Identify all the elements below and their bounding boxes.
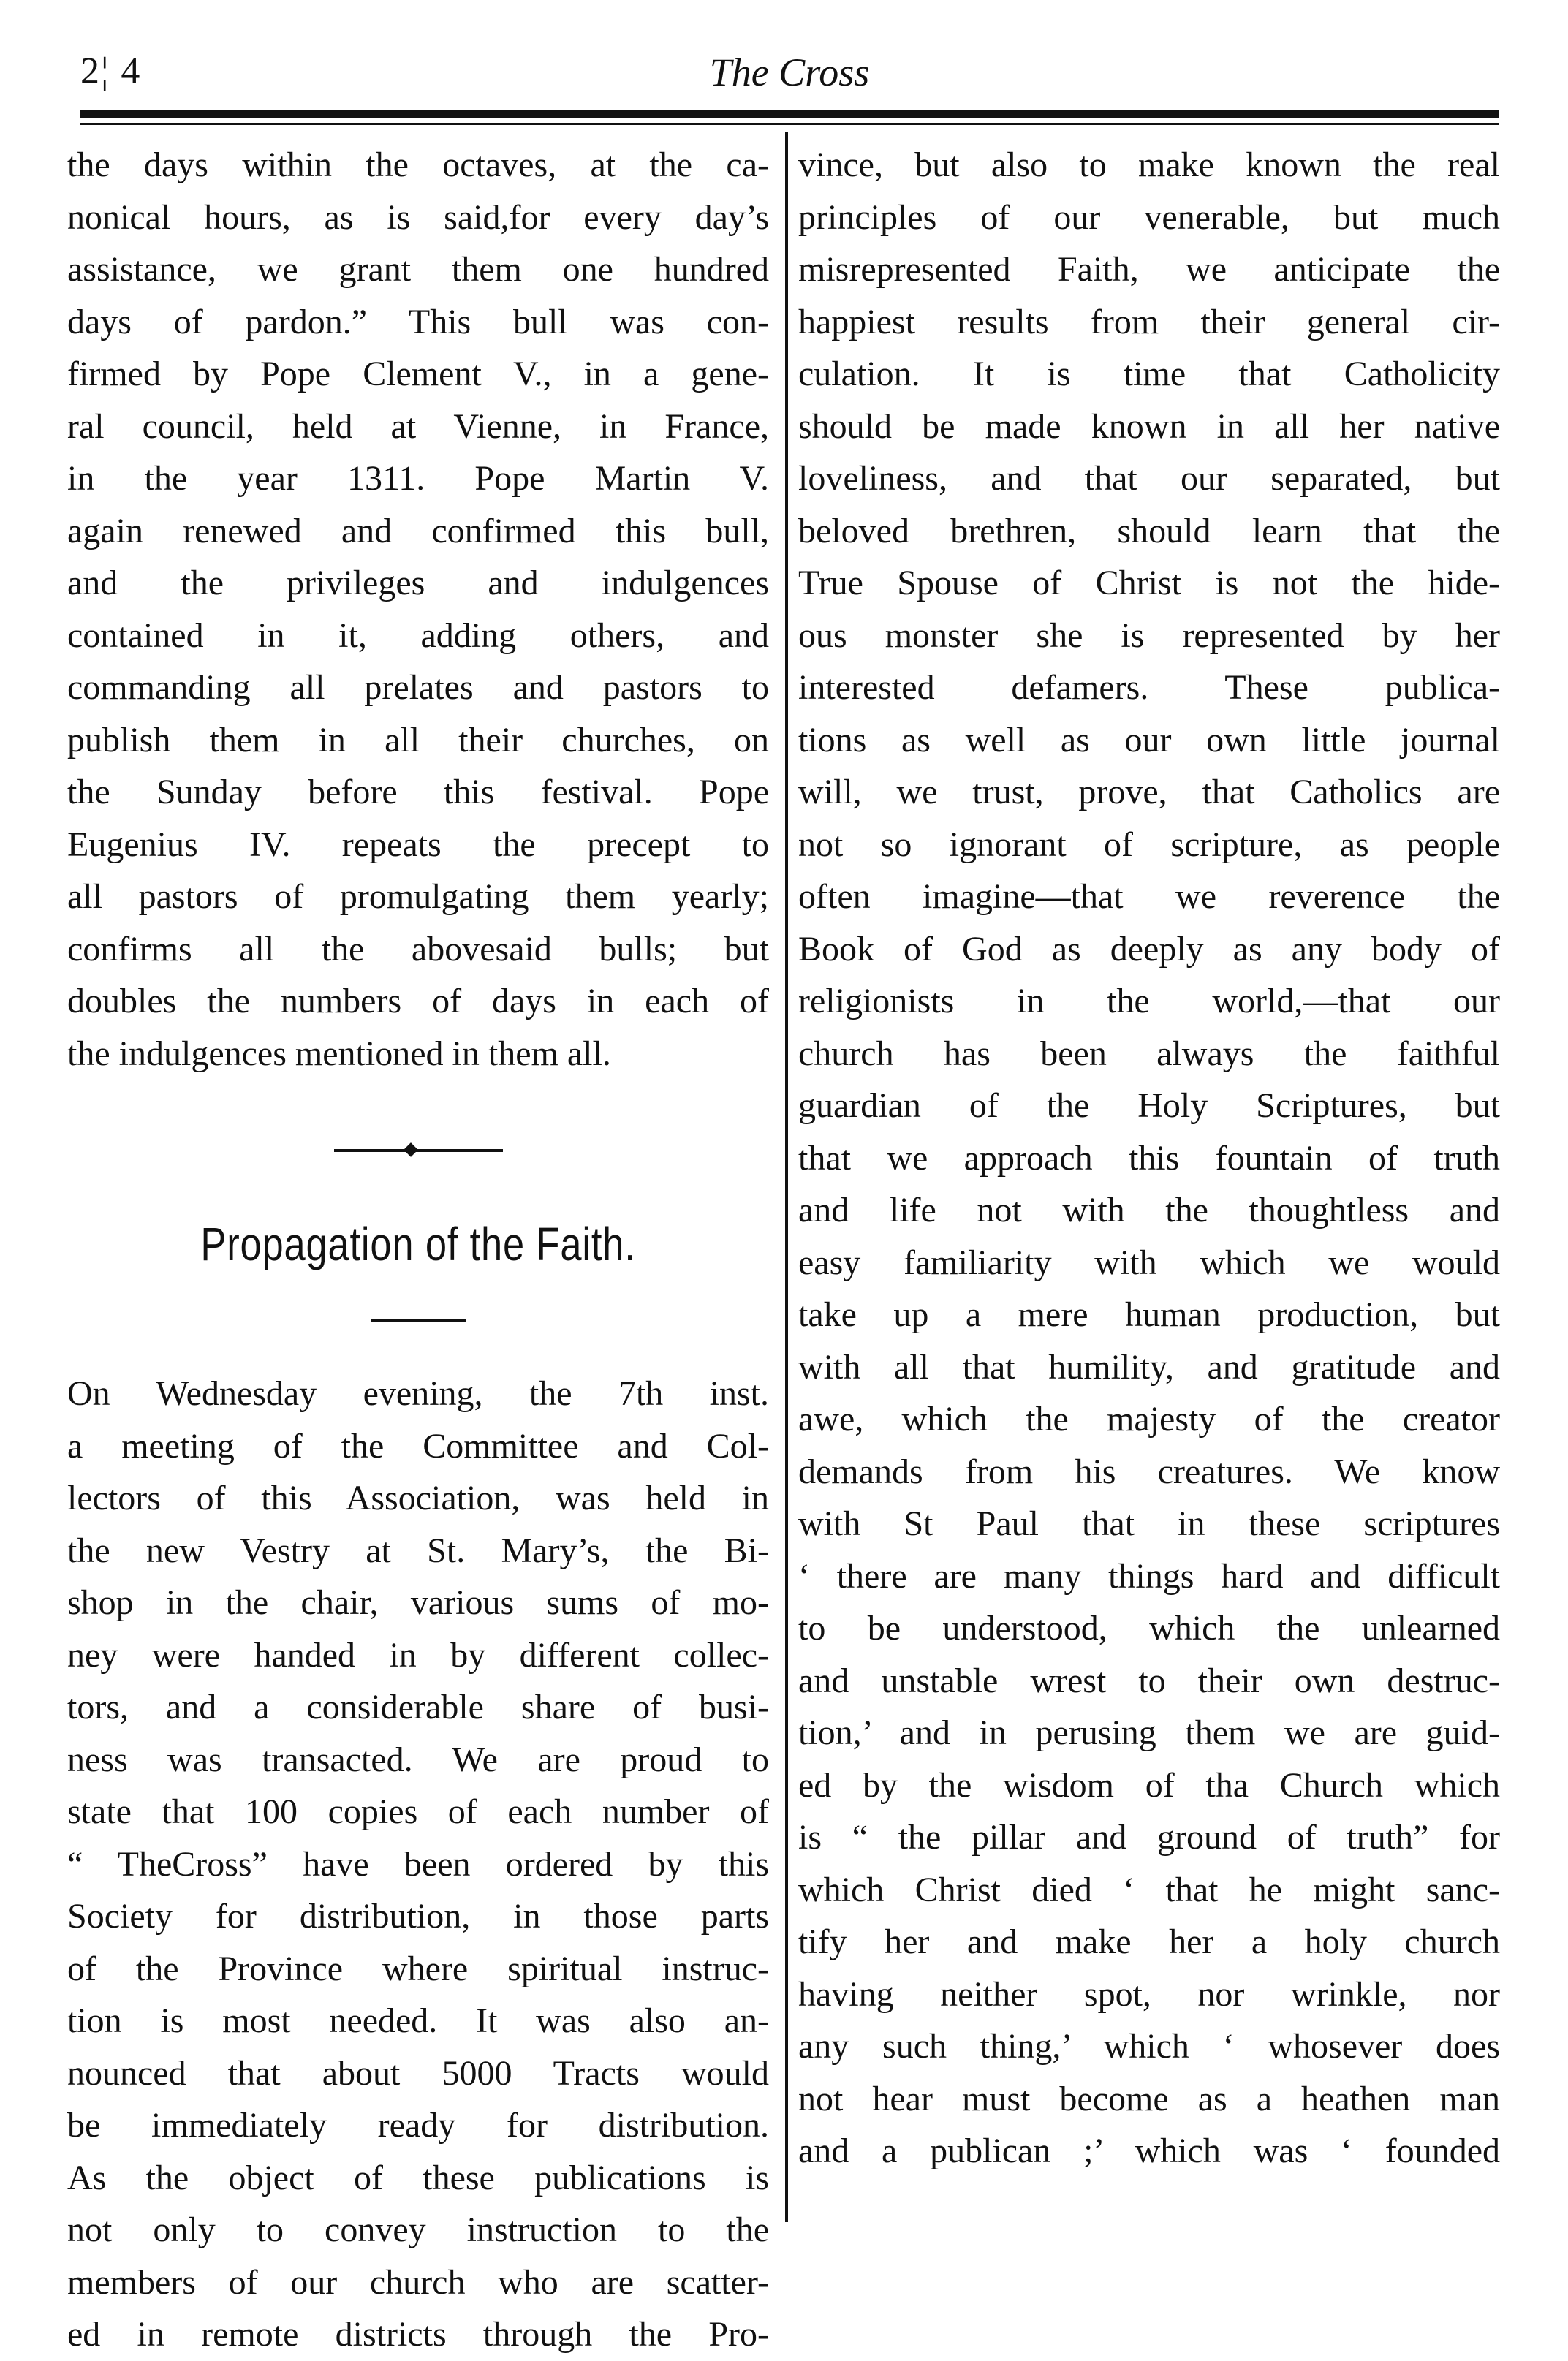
running-title: The Cross — [709, 50, 870, 94]
text-line: As the object of these publications is — [67, 2158, 769, 2197]
text-line: ness was transacted. We are proud to — [67, 1740, 769, 1779]
page-number: 2¦ 4 — [80, 50, 142, 92]
text-line: will, we trust, prove, that Catholics are — [798, 773, 1500, 811]
right-column-text — [798, 139, 1500, 2178]
left-column-top-text — [67, 139, 769, 1080]
text-line: the new Vestry at St. Mary’s, the Bi- — [67, 1531, 769, 1570]
text-line: in the year 1311. Pope Martin V. — [67, 459, 769, 498]
text-line: religionists in the world,—that our — [798, 982, 1500, 1020]
text-line: members of our church who are scatter- — [67, 2262, 769, 2302]
left-column-article-text — [67, 1368, 769, 2361]
text-line: ‘ there are many things hard and difficult — [798, 1556, 1500, 1596]
section-rule — [371, 1319, 466, 1322]
text-line: a meeting of the Committee and Col- — [67, 1426, 769, 1466]
text-line: the Sunday before this festival. Pope — [67, 773, 769, 811]
column-divider — [785, 132, 788, 2222]
right-column — [798, 139, 1500, 2178]
text-line: True Spouse of Christ is not the hide- — [798, 564, 1500, 602]
text-line: state that 100 copies of each number of — [67, 1792, 769, 1831]
text-line: ney were handed in by different collec- — [67, 1635, 769, 1675]
text-line: happiest results from their general cir- — [798, 302, 1500, 341]
text-line: with all that humility, and gratitude and — [798, 1347, 1500, 1387]
text-line: all pastors of promulgating them yearly; — [67, 877, 769, 916]
text-line: “ TheCross” have been ordered by this — [67, 1844, 769, 1884]
text-line: the days within the octaves, at the ca- — [67, 145, 769, 184]
text-line: the indulgences mentioned in them all. — [67, 1034, 611, 1073]
text-line: firmed by Pope Clement V., in a gene- — [67, 355, 769, 393]
text-line: ous monster she is represented by her — [798, 615, 1500, 655]
text-line: awe, which the majesty of the creator — [798, 1400, 1500, 1439]
text-line: often imagine—that we reverence the — [798, 877, 1500, 916]
text-line: ed in remote districts through the Pro- — [67, 2315, 769, 2354]
text-line: tion is most needed. It was also an- — [67, 2001, 769, 2040]
text-line: vince, but also to make known the real — [798, 145, 1500, 184]
text-line: doubles the numbers of days in each of — [67, 982, 769, 1020]
text-line: church has been always the faithful — [798, 1034, 1500, 1073]
section-title: Propagation of the Faith. — [200, 1218, 636, 1270]
text-line: Society for distribution, in those parts — [67, 1897, 769, 1936]
text-line: with St Paul that in these scriptures — [798, 1504, 1500, 1543]
text-line: tion,’ and in perusing them we are guid- — [798, 1713, 1500, 1752]
text-line: easy familiarity with which we would — [798, 1243, 1500, 1282]
text-line: of the Province where spiritual instruc- — [67, 1949, 769, 1988]
text-line: confirms all the abovesaid bulls; but — [67, 929, 769, 969]
text-line: assistance, we grant them one hundred — [67, 250, 769, 289]
text-line: Eugenius IV. repeats the precept to — [67, 825, 769, 864]
header-rule-thin — [80, 123, 1499, 125]
text-line: not only to convey instruction to the — [67, 2210, 769, 2249]
text-line: lectors of this Association, was held in — [67, 1479, 769, 1517]
text-line: should be made known in all her native — [798, 406, 1500, 446]
text-line: tions as well as our own little journal — [798, 720, 1500, 759]
text-line: misrepresented Faith, we anticipate the — [798, 250, 1500, 289]
text-line: again renewed and confirmed this bull, — [67, 511, 769, 550]
text-line: and the privileges and indulgences — [67, 564, 769, 602]
text-line: Book of God as deeply as any body of — [798, 929, 1500, 969]
ornament-divider — [67, 1109, 769, 1189]
text-line: tors, and a considerable share of busi- — [67, 1688, 769, 1727]
text-line: loveliness, and that our separated, but — [798, 459, 1500, 498]
text-line: nounced that about 5000 Tracts would — [67, 2053, 769, 2093]
text-line: shop in the chair, various sums of mo- — [67, 1583, 769, 1622]
text-line: days of pardon.” This bull was con- — [67, 302, 769, 341]
page-header — [80, 44, 1499, 117]
text-line: take up a mere human production, but — [798, 1295, 1500, 1334]
text-line: any such thing,’ which ‘ whosever does — [798, 2027, 1500, 2066]
text-line: not hear must become as a heathen man — [798, 2079, 1500, 2118]
text-line: not so ignorant of scripture, as people — [798, 825, 1500, 864]
text-line: which Christ died ‘ that he might sanc- — [798, 1870, 1500, 1909]
text-line: contained in it, adding others, and — [67, 615, 769, 655]
header-rule-thick — [80, 110, 1499, 118]
text-line: that we approach this fountain of truth — [798, 1138, 1500, 1178]
text-line: publish them in all their churches, on — [67, 720, 769, 759]
text-line: interested defamers. These publica- — [798, 668, 1500, 707]
text-line: to be understood, which the unlearned — [798, 1609, 1500, 1648]
text-line: and a publican ;’ which was ‘ founded — [798, 2131, 1500, 2170]
text-line: beloved brethren, should learn that the — [798, 511, 1500, 550]
text-line: commanding all prelates and pastors to — [67, 668, 769, 707]
text-line: having neither spot, nor wrinkle, nor — [798, 1974, 1500, 2014]
text-line: nonical hours, as is said,for every day’s — [67, 197, 769, 237]
text-line: tify her and make her a holy church — [798, 1922, 1500, 1961]
text-line: On Wednesday evening, the 7th inst. — [67, 1374, 769, 1413]
text-line: ral council, held at Vienne, in France, — [67, 406, 769, 446]
text-line: culation. It is time that Catholicity — [798, 355, 1500, 393]
text-line: ed by the wisdom of tha Church which — [798, 1765, 1500, 1805]
left-column — [67, 139, 769, 2361]
text-line: and life not with the thoughtless and — [798, 1191, 1500, 1229]
text-line: and unstable wrest to their own destruc- — [798, 1661, 1500, 1700]
text-line: principles of our venerable, but much — [798, 197, 1500, 237]
text-line: is “ the pillar and ground of truth” for — [798, 1818, 1500, 1857]
text-line: be immediately ready for distribution. — [67, 2106, 769, 2145]
text-line: guardian of the Holy Scriptures, but — [798, 1086, 1500, 1125]
text-line: demands from his creatures. We know — [798, 1452, 1500, 1491]
